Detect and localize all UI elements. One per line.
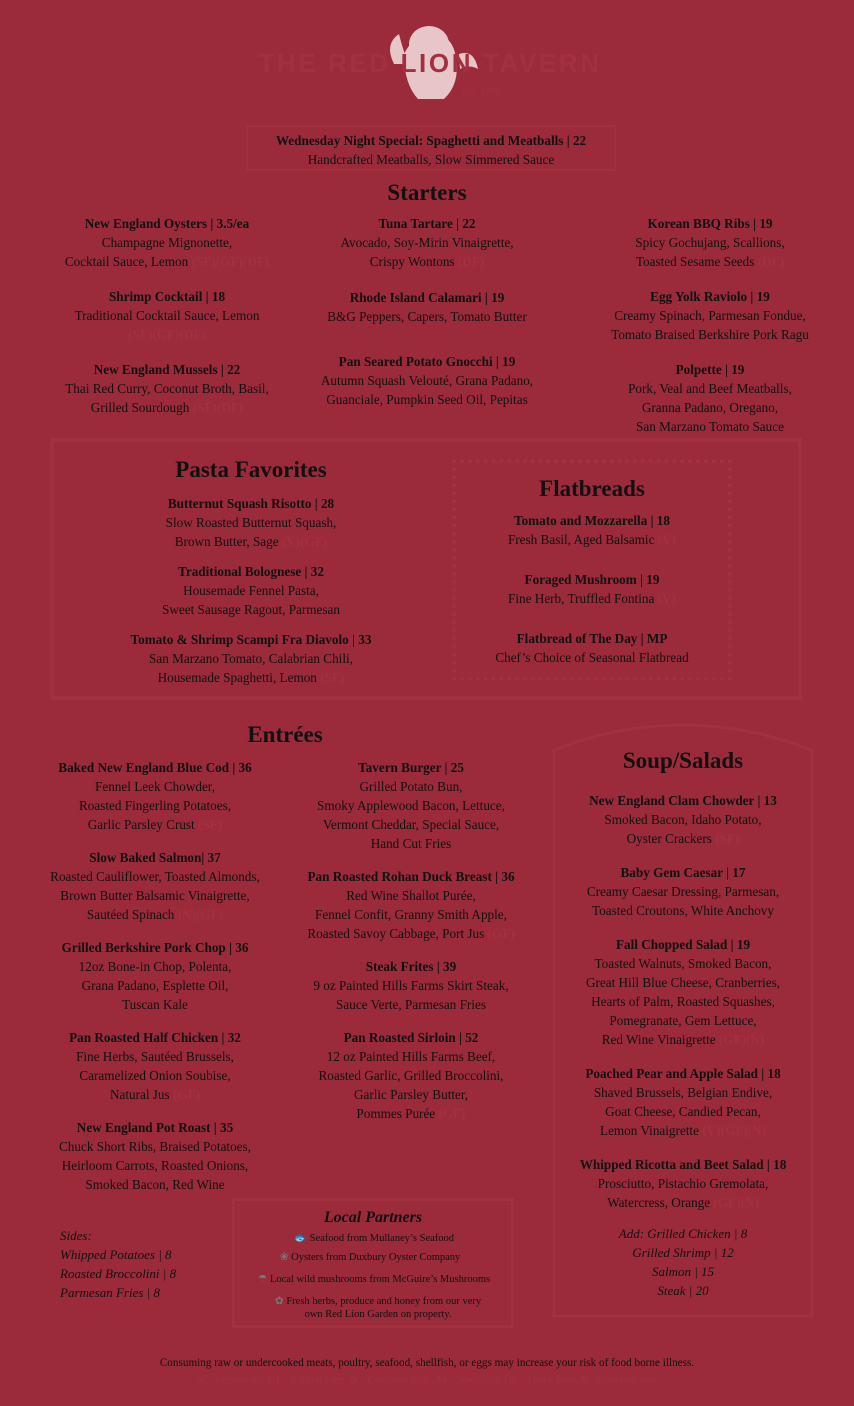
brand-logo [240,48,620,79]
item-description-line [20,1085,290,1104]
item-description-line [22,252,312,271]
sides-item: Roasted Broccolini | 8 [60,1266,177,1281]
pasta-list [86,494,416,698]
item-description-line [280,924,542,943]
item-description-text: Red Wine Vinaigrette [601,1032,719,1047]
item-description-text: Grana Padano, Esplette Oil, [81,978,229,993]
item-description-text: Housemade Spaghetti, Lemon [157,670,321,685]
menu-item [280,867,542,943]
item-description-text: 12 oz Painted Hills Farms Beef, [326,1049,496,1064]
item-description-line [452,530,732,549]
item-description-text: Prosciutto, Pistachio Gremolata, [597,1176,769,1191]
dietary-legend: V - Vegetarian, GF - Gluten Free, N - Contains Nuts, SF - Shellfish, DF - Dairy Free, S - Contains Soy [197,1374,657,1386]
item-description-text: Roasted Savoy Cabbage, Port Jus [307,926,488,941]
menu-item [22,360,312,417]
item-description-text: Grilled Sourdough [90,400,193,415]
menu-item-name: New England Mussels | 22 [93,362,241,377]
item-description-line [20,1156,290,1175]
item-description-text: Slow Roasted Butternut Squash, [165,515,337,530]
item-description-line [86,532,416,551]
item-description-text: Smoked Bacon, Idaho Potato, [604,812,762,827]
menu-item [20,758,290,834]
mushroom-icon: ☂ [257,1274,268,1285]
partner-oysters-text: Oysters from Duxbury Oyster Company [291,1252,461,1263]
item-description-line [552,1011,814,1030]
item-description-text: Roasted Garlic, Grilled Broccolini, [318,1068,504,1083]
menu-item [20,1118,290,1194]
add-on-item: Add: Grilled Chicken | 8 [618,1226,748,1241]
entrees-column-1 [20,758,290,1208]
item-description-text: Fennel Confit, Granny Smith Apple, [315,907,507,922]
menu-item-name: Korean BBQ Ribs | 19 [647,216,773,231]
menu-item-name: New England Oysters | 3.5/ea [84,216,250,231]
item-description-text: Smoky Applewood Bacon, Lettuce, [317,798,505,813]
item-description-text: Fine Herb, Truffled Fontina [508,591,658,606]
starters-column-1 [22,214,312,417]
menu-item [86,562,416,619]
item-description-line [280,1104,542,1123]
item-description-line [20,1047,290,1066]
dietary-tag: (V) [657,591,676,606]
menu-item-name: Steak Frites | 39 [365,959,457,974]
menu-item [560,214,854,271]
menu-item-name: Tomato and Mozzarella | 18 [513,513,670,528]
item-description-line [20,886,290,905]
dietary-tag: (GF) [487,926,515,941]
item-description-line [280,995,542,1014]
item-description-line [552,973,814,992]
item-description-text: Roasted Fingerling Potatoes, [78,798,231,813]
flatbreads-list [452,511,732,688]
item-description-line [552,1030,814,1049]
item-description-text: Pork, Veal and Beef Meatballs, [628,381,792,396]
item-description-text: Vermont Cheddar, Special Sauce, [322,817,500,832]
item-description-line [86,649,416,668]
item-description-line [560,233,854,252]
salad-add-ons [552,1224,814,1300]
item-description-line [20,976,290,995]
menu-item [560,287,854,344]
starters-column-2 [282,214,572,409]
item-description-line [282,233,572,252]
item-description-text: Garlic Parsley Crust [87,817,199,832]
item-description-text: Roasted Cauliflower, Toasted Almonds, [50,869,260,884]
brand-established: Est. 1704 [462,86,500,97]
item-description-text: Granna Padano, Oregano, [641,400,779,415]
menu-item-name: Pan Roasted Rohan Duck Breast | 36 [307,869,515,884]
item-description-line [552,954,814,973]
item-description-line [86,668,416,687]
dietary-tag: (DF) [757,254,785,269]
item-description-line [86,600,416,619]
entrees-column-2 [280,758,542,1137]
item-description-text: Spicy Gochujang, Scallions, [635,235,785,250]
item-description-line [282,252,572,271]
dietary-tag: (GF)(N) [718,1032,765,1047]
menu-item [86,630,416,687]
menu-item-name: New England Pot Roast | 35 [76,1120,234,1135]
sides-section [60,1226,176,1302]
item-description-text: Sauce Verte, Parmesan Fries [336,997,486,1012]
partner-garden-text: Fresh herbs, produce and honey from our very [286,1296,482,1307]
item-description-text: San Marzano Tomato, Calabrian Chili, [149,651,353,666]
menu-item-name: Traditional Bolognese | 32 [178,564,324,579]
menu-item-name: Poached Pear and Apple Salad | 18 [585,1066,781,1081]
local-partners-box [232,1198,514,1328]
item-description-text: Guanciale, Pumpkin Seed Oil, Pepitas [326,392,528,407]
item-description-text: Fine Herbs, Sautéed Brussels, [76,1049,234,1064]
menu-item [452,570,732,608]
food-safety-warning: Consuming raw or undercooked meats, poultry, seafood, shellfish, or eggs may increase your risk of food borne illness. [159,1357,695,1369]
item-description-line [282,307,572,326]
bee-icon: ✿ [274,1296,284,1307]
item-description-text: Garlic Parsley Butter, [353,1087,469,1102]
dietary-tag: (V) [657,532,677,547]
menu-item-name: Tomato & Shrimp Scampi Fra Diavolo | 33 [130,632,372,647]
item-description-line [280,886,542,905]
item-description-text: Cocktail Sauce, Lemon [64,254,192,269]
item-description-line [552,810,814,829]
add-on-item: Grilled Shrimp | 12 [632,1245,734,1260]
menu-item-name: Baby Gem Caesar | 17 [620,865,746,880]
item-description-line [282,390,572,409]
item-description-line [280,796,542,815]
item-description-text: 9 oz Painted Hills Farms Skirt Steak, [313,978,509,993]
menu-item-name: Pan Seared Potato Gnocchi | 19 [338,354,516,369]
item-description-text: Goat Cheese, Candied Pecan, [605,1104,761,1119]
dietary-tag: (GF) [438,1106,466,1121]
entrees-heading: Entrées [247,722,323,747]
menu-item [452,629,732,667]
dietary-tag: (GF) [172,1087,201,1102]
partner-seafood [239,1232,509,1245]
menu-item-name: Whipped Ricotta and Beet Salad | 18 [579,1157,787,1172]
menu-item-name: Tavern Burger | 25 [358,760,464,775]
menu-item [20,1028,290,1104]
soup-salads-list [552,791,814,1227]
menu-item [552,863,814,920]
item-description-text: Red Wine Shallot Purée, [346,888,476,903]
item-description-line [560,306,854,325]
item-description-text: Great Hill Blue Cheese, Cranberries, [585,975,781,990]
item-description-line [552,1083,814,1102]
menu-item [560,360,854,436]
item-description-line [22,398,312,417]
item-description-text: Grilled Potato Bun, [359,779,463,794]
menu-item [280,957,542,1014]
fish-icon: 🐟 [293,1233,308,1244]
item-description-text: Brown Butter Balsamic Vinaigrette, [60,888,250,903]
flatbreads-heading: Flatbreads [539,476,645,501]
item-description-line [452,648,732,667]
menu-item [20,938,290,1014]
menu-item [552,1155,814,1212]
partner-garden-line2: own Red Lion Garden on property. [304,1309,452,1320]
dietary-tag: (SF)(GF)(DF) [128,327,206,342]
item-description-line [280,905,542,924]
sides-item: Parmesan Fries | 8 [60,1285,160,1300]
item-description-line [20,777,290,796]
local-partners-title: Local Partners [323,1209,423,1226]
item-description-text: Lemon Vinaigrette [600,1123,703,1138]
item-description-line [20,1175,290,1194]
partner-mushrooms [239,1273,509,1286]
item-description-text: Heirloom Carrots, Roasted Onions, [61,1158,249,1173]
menu-item [452,511,732,549]
menu-item-name: Slow Baked Salmon| 37 [89,850,221,865]
starters-heading: Starters [387,180,467,205]
item-description-line [280,777,542,796]
dietary-tag: (SF) [715,831,740,846]
partner-mushrooms-text: Local wild mushrooms from McGuire’s Mushrooms [269,1274,491,1285]
item-description-line [22,325,312,344]
starters-column-3 [560,214,854,436]
item-description-line [86,581,416,600]
menu-item [552,791,814,848]
item-description-text: Shaved Brussels, Belgian Endive, [593,1085,773,1100]
pasta-heading: Pasta Favorites [175,457,327,482]
menu-item-name: Egg Yolk Raviolo | 19 [650,289,770,304]
menu-item-name: New England Clam Chowder | 13 [589,793,777,808]
item-description-text: Chef’s Choice of Seasonal Flatbread [495,650,689,665]
item-description-text: San Marzano Tomato Sauce [636,419,784,434]
menu-item-name: Tuna Tartare | 22 [378,216,476,231]
item-description-line [560,398,854,417]
item-description-text: Fresh Basil, Aged Balsamic [507,532,658,547]
item-description-text: Champagne Mignonette, [101,235,233,250]
menu-item-name: Grilled Berkshire Pork Chop | 36 [61,940,249,955]
item-description-line [280,815,542,834]
item-description-text: Sweet Sausage Ragout, Parmesan [162,602,340,617]
menu-item-name: Shrimp Cocktail | 18 [108,289,226,304]
item-description-text: Traditional Cocktail Sauce, Lemon [74,308,260,323]
item-description-line [20,957,290,976]
menu-item-name: Pan Roasted Sirloin | 52 [343,1030,479,1045]
dietary-tag: (SF)(DF) [192,400,244,415]
partner-seafood-text: Seafood from Mullaney’s Seafood [309,1233,455,1244]
item-description-line [280,1085,542,1104]
item-description-line [20,905,290,924]
brand-name: THE RED LION TAVERN [258,48,602,78]
item-description-text: B&G Peppers, Capers, Tomato Butter [327,309,527,324]
item-description-line [280,1047,542,1066]
special-label: Wednesday Night Special: [275,133,424,148]
item-description-line [552,1193,814,1212]
dietary-tag: (SF) [320,670,345,685]
item-description-line [552,829,814,848]
item-description-text: Creamy Spinach, Parmesan Fondue, [614,308,806,323]
item-description-text: Brown Butter, Sage [174,534,282,549]
item-description-line [552,1174,814,1193]
dietary-tag: (SF) [198,817,223,832]
dietary-tag: (DF) [457,254,485,269]
menu-item [22,214,312,271]
item-description-text: Smoked Bacon, Red Wine [85,1177,225,1192]
special-description: Handcrafted Meatballs, Slow Simmered Sauce [307,152,555,167]
wednesday-special-box [246,125,616,171]
item-description-line [560,252,854,271]
dietary-tag: (SF)(GF)(DF) [191,254,270,269]
oyster-icon: ❀ [279,1252,289,1263]
item-description-line [282,371,572,390]
item-description-line [552,1121,814,1140]
menu-item-name: Butternut Squash Risotto | 28 [167,496,335,511]
dietary-tag: (GF)(N) [713,1195,759,1210]
menu-item [282,288,572,326]
add-on-item: Steak | 20 [657,1283,709,1298]
add-on-item: Salmon | 15 [651,1264,715,1279]
menu-item [282,352,572,409]
menu-item [86,494,416,551]
item-description-line [552,1102,814,1121]
item-description-line [20,1066,290,1085]
dietary-tag: (N)(GF) [177,907,224,922]
item-description-text: Autumn Squash Velouté, Grana Padano, [320,373,534,388]
item-description-text: Oyster Crackers [626,831,716,846]
dietary-tag: (V)(GF)(N) [702,1123,766,1138]
sides-item: Whipped Potatoes | 8 [60,1247,172,1262]
menu-item-name: Polpette | 19 [675,362,745,377]
menu-item-name: Baked New England Blue Cod | 36 [58,760,252,775]
menu-item [280,1028,542,1123]
item-description-text: Pomegranate, Gem Lettuce, [609,1013,757,1028]
item-description-text: Toasted Walnuts, Smoked Bacon, [594,956,772,971]
item-description-text: 12oz Bone-in Chop, Polenta, [78,959,232,974]
menu-item-name: Fall Chopped Salad | 19 [615,937,751,952]
item-description-line [552,901,814,920]
menu-item [282,214,572,271]
item-description-line [22,233,312,252]
item-description-text: Sautéed Spinach [86,907,178,922]
sides-title: Sides: [60,1228,92,1243]
item-description-line [280,1066,542,1085]
item-description-text: Hearts of Palm, Roasted Squashes, [591,994,775,1009]
item-description-line [20,1137,290,1156]
item-description-line [20,796,290,815]
item-description-line [86,513,416,532]
item-description-text: Watercress, Orange [607,1195,714,1210]
partner-garden [243,1295,513,1308]
item-description-line [280,976,542,995]
item-description-text: Chuck Short Ribs, Braised Potatoes, [59,1139,251,1154]
item-description-text: Toasted Croutons, White Anchovy [592,903,774,918]
item-description-line [20,995,290,1014]
menu-item-name: Foraged Mushroom | 19 [524,572,660,587]
partner-oysters [235,1251,505,1264]
item-description-text: Caramelized Onion Soubise, [79,1068,231,1083]
item-description-line [552,992,814,1011]
item-description-line [452,589,732,608]
item-description-line [22,379,312,398]
item-description-text: Crispy Wontons [369,254,458,269]
menu-item-name: Rhode Island Calamari | 19 [349,290,505,305]
soup-salads-heading: Soup/Salads [622,748,744,773]
menu-item [22,287,312,344]
item-description-line [560,379,854,398]
item-description-text: Housemade Fennel Pasta, [183,583,319,598]
item-description-text: Creamy Caesar Dressing, Parmesan, [586,884,780,899]
menu-item [20,848,290,924]
item-description-text: Pommes Purée [356,1106,439,1121]
item-description-text: Thai Red Curry, Coconut Broth, Basil, [65,381,269,396]
item-description-line [20,815,290,834]
item-description-text: Fennel Leek Chowder, [95,779,215,794]
item-description-line [552,882,814,901]
menu-item [552,935,814,1049]
item-description-line [560,325,854,344]
dietary-tag: (V)(GF) [281,534,328,549]
menu-item [280,758,542,853]
item-description-text: Tomato Braised Berkshire Pork Ragu [611,327,809,342]
item-description-text: Avocado, Soy-Mirin Vinaigrette, [340,235,514,250]
item-description-text: Hand Cut Fries [370,836,452,851]
item-description-line [20,867,290,886]
special-title: Spaghetti and Meatballs | 22 [423,133,587,148]
item-description-line [280,834,542,853]
menu-item [552,1064,814,1140]
item-description-text: Natural Jus [109,1087,173,1102]
item-description-text: Toasted Sesame Seeds [635,254,758,269]
menu-item-name: Pan Roasted Half Chicken | 32 [69,1030,241,1045]
item-description-text: Tuscan Kale [122,997,188,1012]
item-description-line [22,306,312,325]
item-description-line [560,417,854,436]
menu-item-name: Flatbread of The Day | MP [516,631,668,646]
